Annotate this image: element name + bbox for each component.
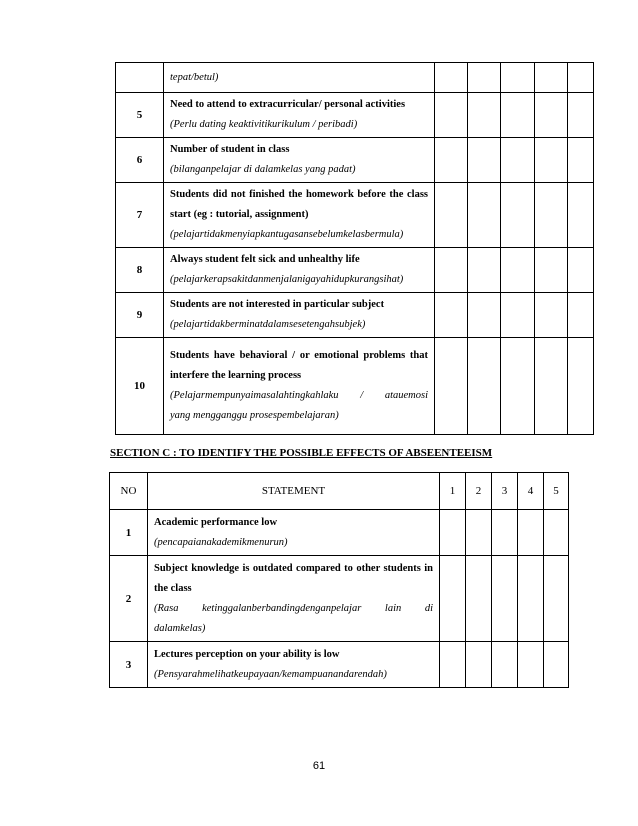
rating-cell-3[interactable] <box>501 248 535 293</box>
rating-cell-3[interactable] <box>492 510 518 556</box>
rating-cell-4[interactable] <box>518 642 544 688</box>
section-c-table <box>109 472 569 688</box>
header-no: NO <box>110 473 148 510</box>
statement-english: Subject knowledge is outdated compared to other students in the class <box>154 562 433 594</box>
table-row <box>110 556 569 642</box>
header-scale-3: 3 <box>492 473 518 510</box>
rating-cell-1[interactable] <box>435 138 468 183</box>
header-scale-1: 1 <box>440 473 466 510</box>
rating-cell-1[interactable] <box>435 293 468 338</box>
statement-malay-line-2: yang mengganggu prosespembelajaran) <box>170 410 339 421</box>
table-row <box>116 93 594 138</box>
rating-cell-5[interactable] <box>568 338 594 435</box>
rating-cell-3[interactable] <box>492 642 518 688</box>
statement-malay: (Perlu dating keaktivitikurikulum / peribadi) <box>170 119 358 130</box>
rating-cell-5[interactable] <box>568 138 594 183</box>
rating-cell-4[interactable] <box>535 293 568 338</box>
rating-cell-4[interactable] <box>518 556 544 642</box>
rating-cell-3[interactable] <box>501 183 535 248</box>
rating-cell-5[interactable] <box>544 642 569 688</box>
rating-cell-4[interactable] <box>535 183 568 248</box>
row-number <box>116 63 164 93</box>
rating-cell-4[interactable] <box>535 338 568 435</box>
statement-cell <box>164 338 435 435</box>
rating-cell-5[interactable] <box>568 293 594 338</box>
rating-cell-1[interactable] <box>440 556 466 642</box>
rating-cell-1[interactable] <box>435 183 468 248</box>
statement-malay: (pelajartidakberminatdalamsesetengahsubjek) <box>170 319 366 330</box>
rating-cell-5[interactable] <box>568 183 594 248</box>
header-scale-2: 2 <box>466 473 492 510</box>
rating-cell-2[interactable] <box>468 183 501 248</box>
statement-cell <box>164 93 435 138</box>
statement-malay: (pelajartidakmenyiapkantugasansebelumkelasbermula) <box>170 229 404 240</box>
statement-malay: tepat/betul) <box>170 71 219 83</box>
statement-cell <box>164 248 435 293</box>
rating-cell-2[interactable] <box>466 556 492 642</box>
rating-cell-4[interactable] <box>535 138 568 183</box>
statement-cell <box>164 293 435 338</box>
table-row <box>116 338 594 435</box>
row-number: 6 <box>116 138 164 183</box>
rating-cell-1[interactable] <box>435 338 468 435</box>
rating-cell-5[interactable] <box>544 510 569 556</box>
table-row <box>116 248 594 293</box>
table-row <box>110 642 569 688</box>
row-number: 8 <box>116 248 164 293</box>
rating-cell-2[interactable] <box>468 138 501 183</box>
rating-cell-4[interactable] <box>535 248 568 293</box>
rating-cell-1[interactable] <box>440 642 466 688</box>
row-number: 9 <box>116 293 164 338</box>
statement-cell <box>164 138 435 183</box>
section-b-table-continued <box>115 62 594 435</box>
page-number: 61 <box>312 760 326 772</box>
statement-english: Students have behavioral / or emotional problems that interfere the learning process <box>170 350 428 381</box>
rating-cell-3[interactable] <box>501 93 535 138</box>
row-number: 7 <box>116 183 164 248</box>
rating-cell-3[interactable] <box>501 63 535 93</box>
statement-cell <box>148 510 440 556</box>
statement-cell <box>164 63 435 93</box>
table-row <box>110 510 569 556</box>
rating-cell-3[interactable] <box>492 556 518 642</box>
rating-cell-2[interactable] <box>468 293 501 338</box>
statement-english: Need to attend to extracurricular/ personal activities <box>170 99 406 110</box>
statement-malay-line-1: (Rasa ketinggalanberbandingdenganpelajar lain di <box>154 602 433 614</box>
rating-cell-1[interactable] <box>435 93 468 138</box>
rating-cell-1[interactable] <box>435 63 468 93</box>
statement-malay: (pelajarkerapsakitdanmenjalanigayahidupkurangsihat) <box>170 274 404 285</box>
header-statement: STATEMENT <box>148 473 440 510</box>
rating-cell-2[interactable] <box>468 248 501 293</box>
row-number: 2 <box>110 556 148 642</box>
rating-cell-4[interactable] <box>535 63 568 93</box>
row-number: 5 <box>116 93 164 138</box>
rating-cell-2[interactable] <box>466 510 492 556</box>
statement-english: Number of student in class <box>170 144 290 155</box>
row-number: 1 <box>110 510 148 556</box>
rating-cell-3[interactable] <box>501 138 535 183</box>
table-header-row <box>110 473 569 510</box>
statement-malay-line-2: dalamkelas) <box>154 622 206 634</box>
statement-malay: (bilanganpelajar di dalamkelas yang padat) <box>170 164 356 175</box>
table-row <box>116 293 594 338</box>
row-number: 3 <box>110 642 148 688</box>
rating-cell-2[interactable] <box>468 93 501 138</box>
statement-english: Students did not finished the homework before the class start (eg : tutorial, assignment) <box>170 189 428 220</box>
rating-cell-4[interactable] <box>535 93 568 138</box>
table-row <box>116 183 594 248</box>
statement-english: Lectures perception on your ability is low <box>154 648 340 660</box>
rating-cell-2[interactable] <box>466 642 492 688</box>
statement-english: Academic performance low <box>154 516 278 528</box>
statement-cell <box>148 556 440 642</box>
rating-cell-1[interactable] <box>435 248 468 293</box>
statement-cell <box>148 642 440 688</box>
row-number: 10 <box>116 338 164 435</box>
rating-cell-2[interactable] <box>468 338 501 435</box>
section-c-title: SECTION C : TO IDENTIFY THE POSSIBLE EFFECTS OF ABSEENTEEISM <box>110 447 493 459</box>
statement-malay: (pencapaianakademikmenurun) <box>154 536 288 548</box>
header-scale-5: 5 <box>544 473 569 510</box>
rating-cell-5[interactable] <box>568 93 594 138</box>
rating-cell-3[interactable] <box>501 338 535 435</box>
statement-cell <box>164 183 435 248</box>
table-row <box>116 138 594 183</box>
rating-cell-1[interactable] <box>440 510 466 556</box>
statement-malay-line-1: (Pelajarmempunyaimasalahtingkahlaku / atauemosi <box>170 390 428 401</box>
rating-cell-4[interactable] <box>518 510 544 556</box>
statement-malay: (Pensyarahmelihatkeupayaan/kemampuanandarendah) <box>154 668 387 680</box>
rating-cell-2[interactable] <box>468 63 501 93</box>
rating-cell-5[interactable] <box>568 63 594 93</box>
statement-english: Students are not interested in particular subject <box>170 299 385 310</box>
header-scale-4: 4 <box>518 473 544 510</box>
rating-cell-5[interactable] <box>544 556 569 642</box>
statement-english: Always student felt sick and unhealthy life <box>170 254 360 265</box>
table-row <box>116 63 594 93</box>
rating-cell-5[interactable] <box>568 248 594 293</box>
rating-cell-3[interactable] <box>501 293 535 338</box>
